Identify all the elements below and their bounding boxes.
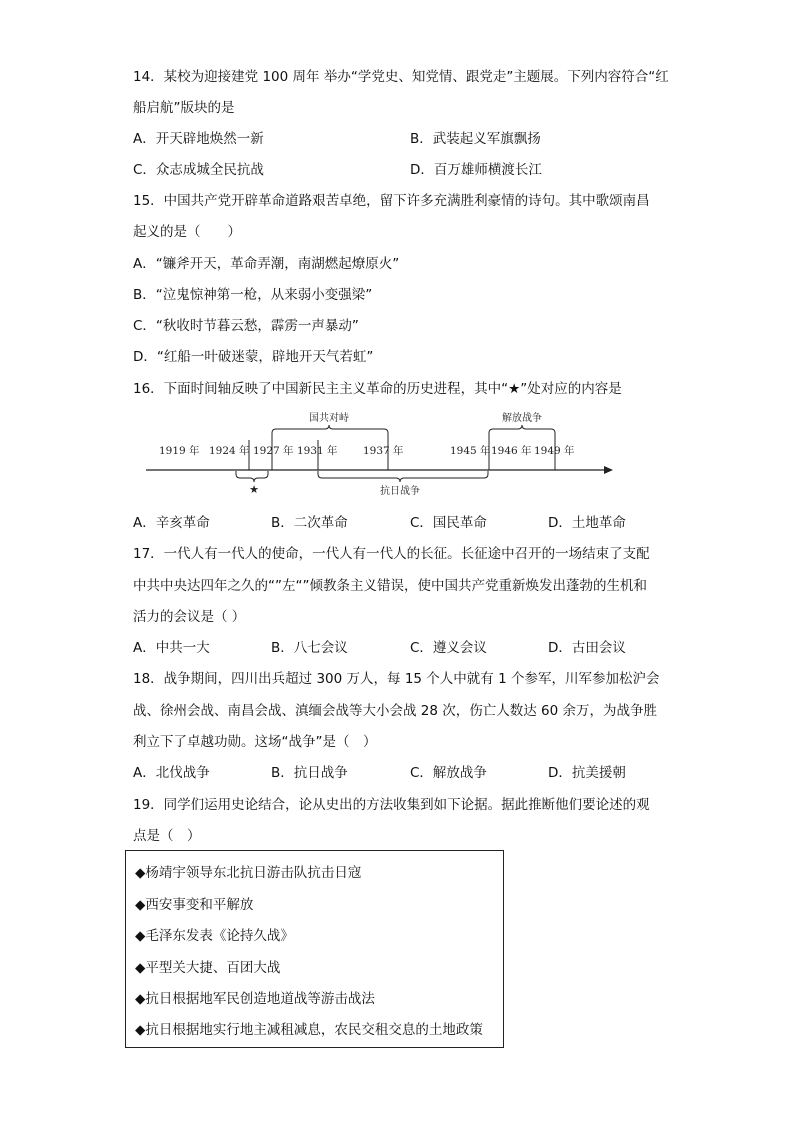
year-1924: 1924 年 bbox=[209, 445, 250, 457]
q18-stem-line2: 战、徐州会战、南昌会战、滇缅会战等大小会战 28 次，伤亡人数达 60 余万，为战争胜 bbox=[133, 703, 658, 719]
q17-stem-line3: 活力的会议是（ ） bbox=[133, 609, 246, 625]
q16-option-b[interactable]: B．二次革命 bbox=[271, 515, 348, 531]
evidence-item: ◆抗日根据地军民创造地道战等游击战法 bbox=[135, 991, 375, 1007]
q15-stem-line1: 15．中国共产党开辟革命道路艰苦卓绝，留下许多充满胜利豪情的诗句。其中歌颂南昌 bbox=[133, 193, 650, 209]
year-1931: 1931 年 bbox=[297, 445, 338, 457]
year-1946: 1946 年 bbox=[491, 445, 532, 457]
label-kangri-zhanzheng: 抗日战争 bbox=[380, 486, 420, 497]
q15-stem-line2: 起义的是（ ） bbox=[133, 224, 241, 240]
brace-jiefang-zhanzheng bbox=[489, 425, 555, 437]
timeline-arrow bbox=[604, 466, 613, 474]
evidence-box bbox=[125, 850, 504, 1048]
q15-option-b[interactable]: B．“泣鬼惊神第一枪，从来弱小变强梁” bbox=[133, 287, 373, 303]
q19-stem-line2: 点是（ ） bbox=[133, 828, 201, 844]
q17-stem-line2: 中共中央达四年之久的“”左“”倾教条主义错误，使中国共产党重新焕发出蓬勃的生机和 bbox=[133, 578, 647, 594]
q16-option-d[interactable]: D．土地革命 bbox=[548, 515, 626, 531]
q19-stem-line1: 19．同学们运用史论结合，论从史出的方法收集到如下论据。据此推断他们要论述的观 bbox=[133, 797, 650, 813]
evidence-item: ◆抗日根据地实行地主减租减息，农民交租交息的土地政策 bbox=[135, 1022, 483, 1038]
q18-option-d[interactable]: D．抗美援朝 bbox=[548, 765, 626, 781]
q18-option-a[interactable]: A．北伐战争 bbox=[133, 765, 210, 781]
year-1927: 1927 年 bbox=[253, 445, 294, 457]
evidence-item: ◆平型关大捷、百团大战 bbox=[135, 960, 281, 976]
q16-option-c[interactable]: C．国民革命 bbox=[410, 515, 487, 531]
q18-option-c[interactable]: C．解放战争 bbox=[410, 765, 487, 781]
q17-stem-line1: 17．一代人有一代人的使命，一代人有一代人的长征。长征途中召开的一场结束了支配 bbox=[133, 546, 650, 562]
q17-option-d[interactable]: D．古田会议 bbox=[548, 640, 626, 656]
q15-option-a[interactable]: A．“镰斧开天，革命弄潮，南湖燃起燎原火” bbox=[133, 256, 400, 272]
q15-option-d[interactable]: D．“红船一叶破迷蒙，辟地开天气若虹” bbox=[133, 349, 374, 365]
q14-option-b[interactable]: B．武装起义军旗飘扬 bbox=[410, 131, 541, 147]
q18-stem-line3: 利立下了卓越功勋。这场“战争”是（ ） bbox=[133, 734, 377, 750]
evidence-item: ◆毛泽东发表《论持久战》 bbox=[135, 928, 294, 944]
q14-option-a[interactable]: A．开天辟地焕然一新 bbox=[133, 131, 264, 147]
star-icon: ★ bbox=[249, 483, 259, 496]
year-1919: 1919 年 bbox=[159, 445, 200, 457]
q17-option-a[interactable]: A．中共一大 bbox=[133, 640, 210, 656]
q18-stem-line1: 18．战争期间，四川出兵超过 300 万人，每 15 个人中就有 1 个参军，川军参加松沪会 bbox=[133, 671, 660, 687]
brace-guogong-duizhi bbox=[272, 425, 388, 437]
q18-option-b[interactable]: B．抗日战争 bbox=[271, 765, 348, 781]
label-guogong-duizhi: 国共对峙 bbox=[309, 413, 349, 424]
q14-option-d[interactable]: D．百万雄师横渡长江 bbox=[410, 162, 542, 178]
q15-option-c[interactable]: C．“秋收时节暮云愁，霹雳一声暴动” bbox=[133, 318, 359, 334]
evidence-item: ◆杨靖宇领导东北抗日游击队抗击日寇 bbox=[135, 865, 362, 881]
year-1949: 1949 年 bbox=[534, 445, 575, 457]
q14-stem-line1: 14．某校为迎接建党 100 周年 举办“学党史、知党情、跟党走”主题展。下列内容符合“红 bbox=[133, 69, 669, 85]
q17-option-c[interactable]: C．遵义会议 bbox=[410, 640, 487, 656]
brace-kangri-zhanzheng bbox=[318, 471, 488, 482]
q16-stem-line1: 16．下面时间轴反映了中国新民主主义革命的历史进程，其中“★”处对应的内容是 bbox=[133, 381, 622, 397]
year-1945: 1945 年 bbox=[450, 445, 491, 457]
q16-option-a[interactable]: A．辛亥革命 bbox=[133, 515, 210, 531]
evidence-item: ◆西安事变和平解放 bbox=[135, 897, 254, 913]
brace-star bbox=[236, 471, 268, 482]
q14-stem-line2: 船启航”版块的是 bbox=[133, 100, 235, 116]
q17-option-b[interactable]: B．八七会议 bbox=[271, 640, 348, 656]
q14-option-c[interactable]: C．众志成城全民抗战 bbox=[133, 162, 264, 178]
label-jiefang-zhanzheng: 解放战争 bbox=[502, 413, 542, 424]
year-1937: 1937 年 bbox=[363, 445, 404, 457]
